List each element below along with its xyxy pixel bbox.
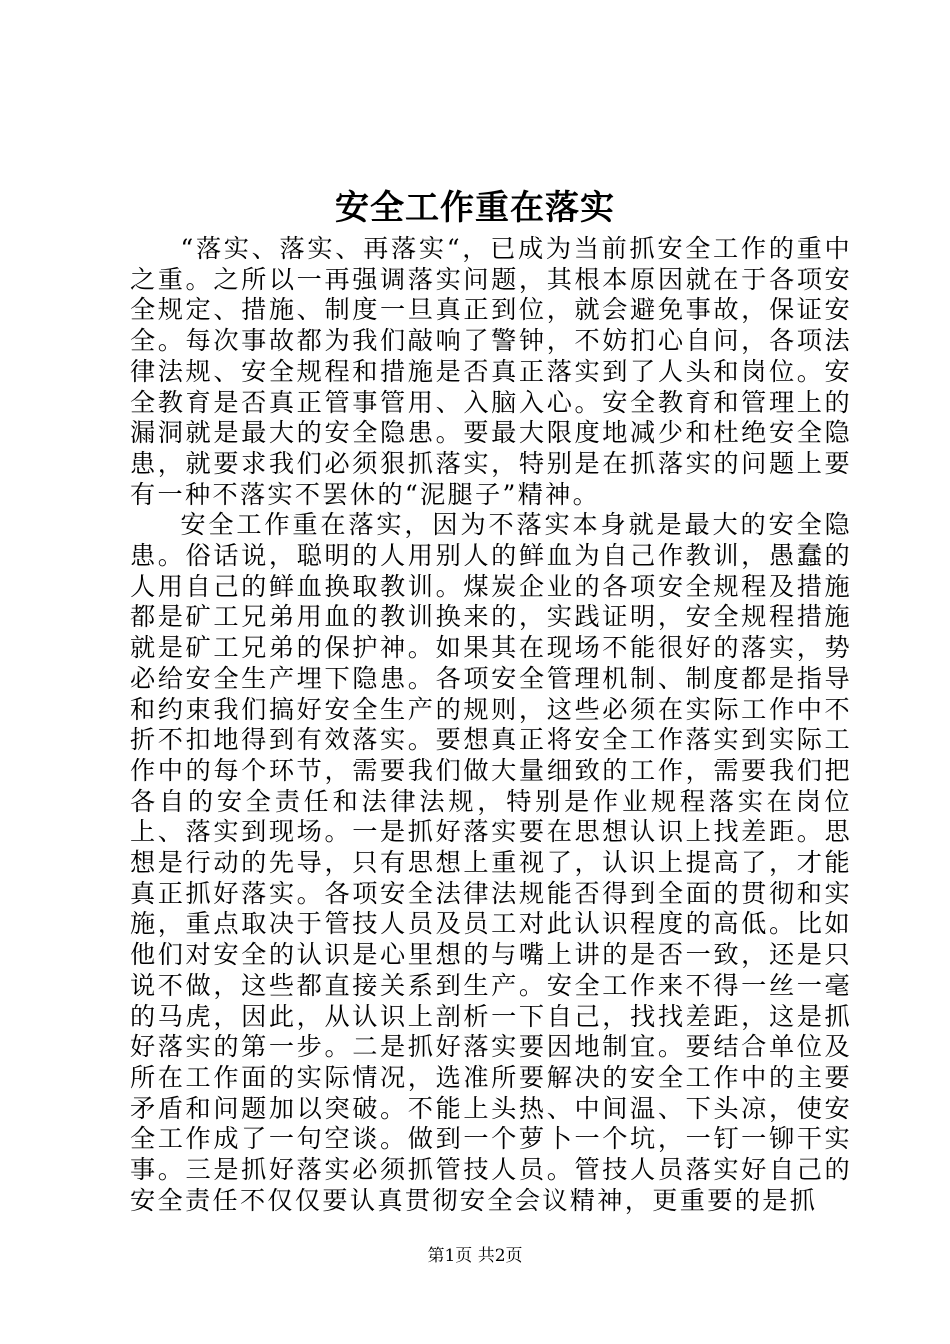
document-title: 安全工作重在落实 <box>335 188 615 228</box>
paragraph-1: “落实、落实、再落实“，已成为当前抓安全工作的重中之重。之所以一再强调落实问题，其根本原因就在于各项安全规定、措施、制度一旦真正到位，就会避免事故，保证安全。每次事故都为我们敲响了警钟，不妨扪心自问，各项法律法规、安全规程和措施是否真正落实到了人头和岗位。安全教育是否真正管事管用、入脑入心。安全教育和管理上的漏洞就是最大的安全隐患。要最大限度地减少和杜绝安全隐患，就要求我们必须狠抓落实，特别是在抓落实的问题上要有一种不落实不罢休的“泥腿子”精神。 <box>130 234 852 509</box>
page-number: 第1页 共2页 <box>427 1246 523 1266</box>
paragraph-2: 安全工作重在落实，因为不落实本身就是最大的安全隐患。俗话说，聪明的人用别人的鲜血为自己作教训，愚蠢的人用自己的鲜血换取教训。煤炭企业的各项安全规程及措施都是矿工兄弟用血的教训换来的，实践证明，安全规程措施就是矿工兄弟的保护神。如果其在现场不能很好的落实，势必给安全生产埋下隐患。各项安全管理机制、制度都是指导和约束我们搞好安全生产的规则，这些必须在实际工作中不折不扣地得到有效落实。要想真正将安全工作落实到实际工作中的每个环节，需要我们做大量细致的工作，需要我们把各自的安全责任和法律法规，特别是作业规程落实在岗位上、落实到现场。一是抓好落实要在思想认识上找差距。思想是行动的先导，只有思想上重视了，认识上提高了，才能真正抓好落实。各项安全法律法规能否得到全面的贯彻和实施，重点取决于管技人员及员工对此认识程度的高低。比如他们对安全的认识是心里想的与嘴上讲的是否一致，还是只说不做，这些都直接关系到生产。安全工作来不得一丝一毫的马虎，因此，从认识上剖析一下自己，找找差距，这是抓好落实的第一步。二是抓好落实要因地制宜。要结合单位及所在工作面的实际情况，选准所要解决的安全工作中的主要矛盾和问题加以突破。不能上头热、中间温、下头凉，使安全工作成了一句空谈。做到一个萝卜一个坑，一钉一铆干实事。三是抓好落实必须抓管技人员。管技人员落实好自己的安全责任不仅仅要认真贯彻安全会议精神，更重要的是抓 <box>130 510 852 1215</box>
document-body <box>130 234 852 1217</box>
